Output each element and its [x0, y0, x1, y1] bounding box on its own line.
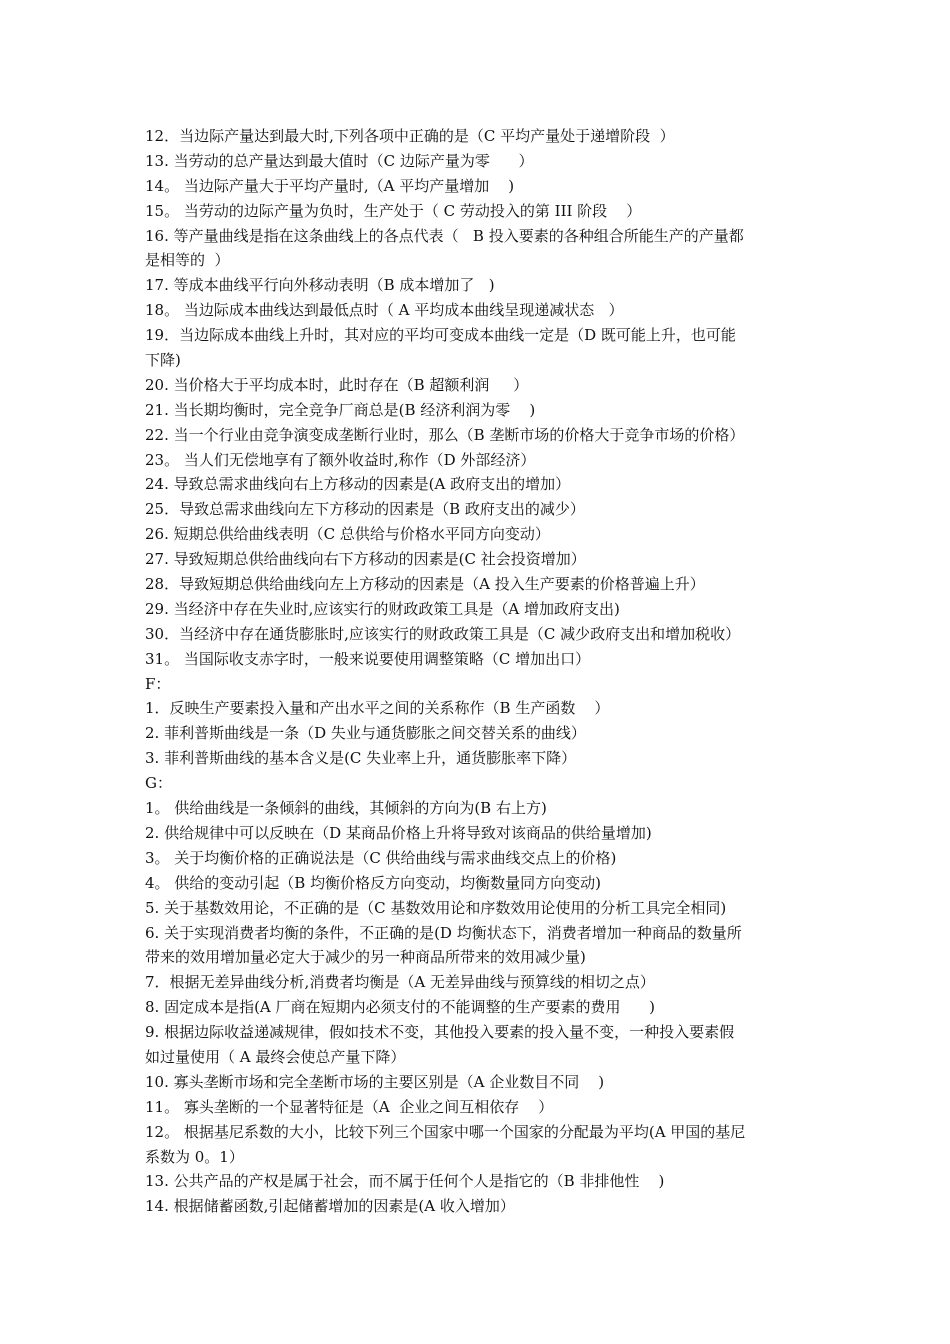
- text-line: 24. 导致总需求曲线向右上方移动的因素是(A 政府支出的增加）: [145, 475, 571, 494]
- text-line: 4。 供给的变动引起（B 均衡价格反方向变动，均衡数量同方向变动): [145, 873, 601, 892]
- text-line: 19．当边际成本曲线上升时，其对应的平均可变成本曲线一定是（D 既可能上升，也可能: [145, 326, 736, 345]
- text-line: 2. 供给规律中可以反映在（D 某商品价格上升将导致对该商品的供给量增加): [145, 823, 652, 842]
- text-line: 5. 关于基数效用论，不正确的是（C 基数效用论和序数效用论使用的分析工具完全相同): [145, 898, 727, 917]
- text-line: 12．当边际产量达到最大时,下列各项中正确的是（C 平均产量处于递增阶段 ）: [145, 127, 675, 145]
- text-line: 10. 寡头垄断市场和完全垄断市场的主要区别是（A 企业数目不同 ): [145, 1072, 605, 1091]
- text-line: 16. 等产量曲线是指在这条曲线上的各点代表（ B 投入要素的各种组合所能生产的产量都: [145, 226, 744, 245]
- text-line: 30．当经济中存在通货膨胀时,应该实行的财政政策工具是（C 减少政府支出和增加税收）: [145, 624, 741, 643]
- text-line: 28．导致短期总供给曲线向左上方移动的因素是（A 投入生产要素的价格普遍上升）: [145, 575, 705, 594]
- text-line: 14. 根据储蓄函数,引起储蓄增加的因素是(A 收入增加）: [145, 1197, 515, 1216]
- text-line: 带来的效用增加量必定大于减少的另一种商品所带来的效用减少量): [145, 948, 586, 967]
- text-line: 20. 当价格大于平均成本时，此时存在（B 超额利润 ）: [145, 375, 529, 394]
- text-line: 2. 菲利普斯曲线是一条（D 失业与通货膨胀之间交替关系的曲线）: [145, 724, 586, 743]
- text-line: 15。 当劳动的边际产量为负时，生产处于（ C 劳动投入的第 III 阶段 ）: [145, 201, 642, 220]
- text-line: 是相等的 ）: [145, 251, 230, 270]
- text-line: 1．反映生产要素投入量和产出水平之间的关系称作（B 生产函数 ）: [145, 699, 610, 718]
- text-line: 18。 当边际成本曲线达到最低点时（ A 平均成本曲线呈现递减状态 ）: [145, 301, 624, 320]
- text-line: 31。 当国际收支赤字时，一般来说要使用调整策略（C 增加出口）: [145, 649, 591, 668]
- text-line: 11。 寡头垄断的一个显著特征是（A 企业之间互相依存 ）: [145, 1097, 554, 1116]
- text-line: 6. 关于实现消费者均衡的条件，不正确的是(D 均衡状态下，消费者增加一种商品的数量所: [145, 923, 742, 942]
- text-line: 8. 固定成本是指(A 厂商在短期内必须支付的不能调整的生产要素的费用 ): [145, 998, 655, 1017]
- document-body: [145, 124, 810, 1219]
- text-line: 23。 当人们无偿地享有了额外收益时,称作（D 外部经济）: [145, 450, 536, 469]
- text-line: 13. 公共产品的产权是属于社会，而不属于任何个人是指它的（B 非排他性 ): [145, 1172, 665, 1191]
- text-line: 系数为 0。1）: [145, 1147, 244, 1166]
- text-line: 25．导致总需求曲线向左下方移动的因素是（B 政府支出的减少）: [145, 500, 585, 519]
- text-line: 13. 当劳动的总产量达到最大值时（C 边际产量为零 ）: [145, 151, 534, 170]
- text-line: 22. 当一个行业由竞争演变成垄断行业时，那么（B 垄断市场的价格大于竞争市场的价格）: [145, 425, 745, 444]
- section-heading: G：: [145, 774, 172, 793]
- text-line: 3。 关于均衡价格的正确说法是（C 供给曲线与需求曲线交点上的价格): [145, 848, 617, 867]
- text-line: 17. 等成本曲线平行向外移动表明（B 成本增加了 ): [145, 276, 495, 295]
- text-line: 9. 根据边际收益递减规律，假如技术不变，其他投入要素的投入量不变，一种投入要素假: [145, 1023, 735, 1042]
- text-line: 7．根据无差异曲线分析,消费者均衡是（A 无差异曲线与预算线的相切之点）: [145, 973, 655, 992]
- text-line: 26. 短期总供给曲线表明（C 总供给与价格水平同方向变动）: [145, 525, 550, 544]
- text-line: 21. 当长期均衡时，完全竞争厂商总是(B 经济利润为零 ): [145, 400, 536, 419]
- section-heading: F：: [145, 674, 171, 693]
- text-line: 下降): [145, 351, 181, 370]
- text-line: 14。 当边际产量大于平均产量时,（A 平均产量增加 ): [145, 176, 515, 195]
- text-line: 27. 导致短期总供给曲线向右下方移动的因素是(C 社会投资增加）: [145, 550, 586, 569]
- text-line: 3. 菲利普斯曲线的基本含义是(C 失业率上升，通货膨胀率下降）: [145, 749, 577, 768]
- text-line: 如过量使用（ A 最终会使总产量下降）: [145, 1047, 406, 1066]
- text-line: 29. 当经济中存在失业时,应该实行的财政政策工具是（A 增加政府支出): [145, 599, 620, 618]
- text-line: 12。 根据基尼系数的大小，比较下列三个国家中哪一个国家的分配最为平均(A 甲国的基尼: [145, 1122, 746, 1141]
- text-line: 1。 供给曲线是一条倾斜的曲线，其倾斜的方向为(B 右上方): [145, 799, 547, 818]
